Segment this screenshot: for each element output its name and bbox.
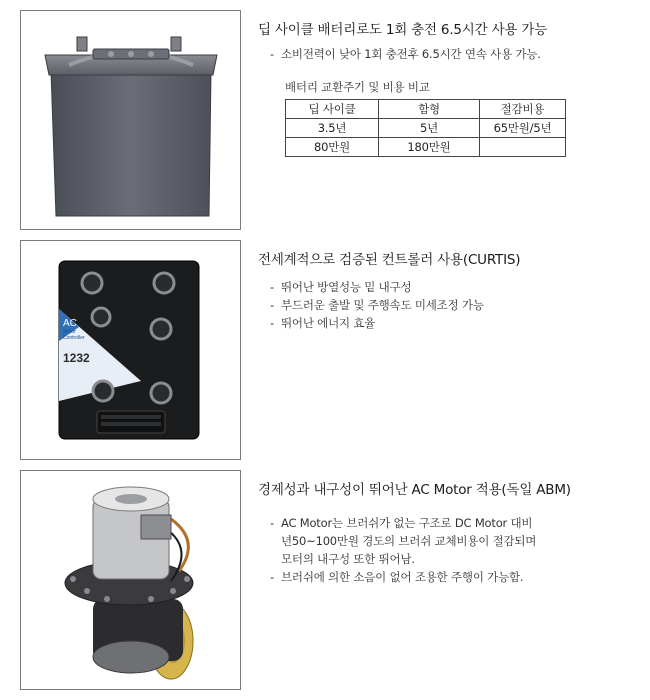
table-header-cell: 딥 사이클	[286, 100, 379, 119]
list-item: - 뛰어난 에너지 효율	[270, 316, 376, 330]
table-header-cell: 절감비용	[480, 100, 566, 119]
controller-label	[63, 319, 133, 365]
motor-section	[258, 478, 638, 586]
battery-bullet-list	[258, 45, 638, 63]
table-cell: 180만원	[379, 138, 480, 157]
ac-drive-motor-image	[21, 471, 240, 689]
battery-photo-frame	[20, 10, 241, 230]
table-cell: 5년	[379, 119, 480, 138]
list-item: - 브러쉬에 의한 소음이 없어 조용한 주행이 가능함.	[270, 570, 524, 584]
table-cell: 65만원/5년	[480, 119, 566, 138]
controller-bullet-list	[258, 278, 638, 332]
controller-photo-frame	[20, 240, 241, 460]
battery-section-title: 딥 사이클 배터리로도 1회 충전 6.5시간 사용 가능	[258, 22, 548, 38]
table-row	[286, 119, 566, 138]
battery-section	[258, 18, 638, 157]
controller-label-motor: Motor	[63, 329, 76, 335]
table-row	[286, 138, 566, 157]
list-item: - 소비전력이 낮아 1회 충전후 6.5시간 연속 사용 가능.	[270, 47, 541, 61]
battery-cost-table-block	[258, 79, 638, 157]
motor-photo-frame	[20, 470, 241, 690]
battery-table-caption: 배터리 교환주기 및 비용 비교	[285, 80, 430, 94]
motor-bullet-list	[258, 514, 638, 586]
controller-section-title: 전세계적으로 검증된 컨트롤러 사용(CURTIS)	[258, 252, 521, 268]
controller-model-number: 1232	[63, 351, 90, 365]
controller-label-controller: Controller	[63, 335, 85, 341]
table-header-cell: 함형	[379, 100, 480, 119]
list-item: - 뛰어난 방열성능 밑 내구성	[270, 280, 412, 294]
table-cell: 3.5년	[286, 119, 379, 138]
table-cell: 80만원	[286, 138, 379, 157]
table-cell	[480, 138, 566, 157]
deep-cycle-battery-image	[21, 11, 240, 229]
list-item: - 부드러운 출발 및 주행속도 미세조정 가능	[270, 298, 484, 312]
controller-label-ac: AC	[63, 318, 77, 329]
battery-cost-table	[285, 99, 566, 157]
motor-section-title: 경제성과 내구성이 뛰어난 AC Motor 적용(독일 ABM)	[258, 482, 571, 498]
list-item: - AC Motor는 브러쉬가 없는 구조로 DC Motor 대비 년50~100만원 경도의 브러쉬 교체비용이 절감되며 모터의 내구성 또한 뛰어남.	[270, 516, 537, 566]
table-header-row	[286, 100, 566, 119]
controller-section	[258, 248, 638, 332]
